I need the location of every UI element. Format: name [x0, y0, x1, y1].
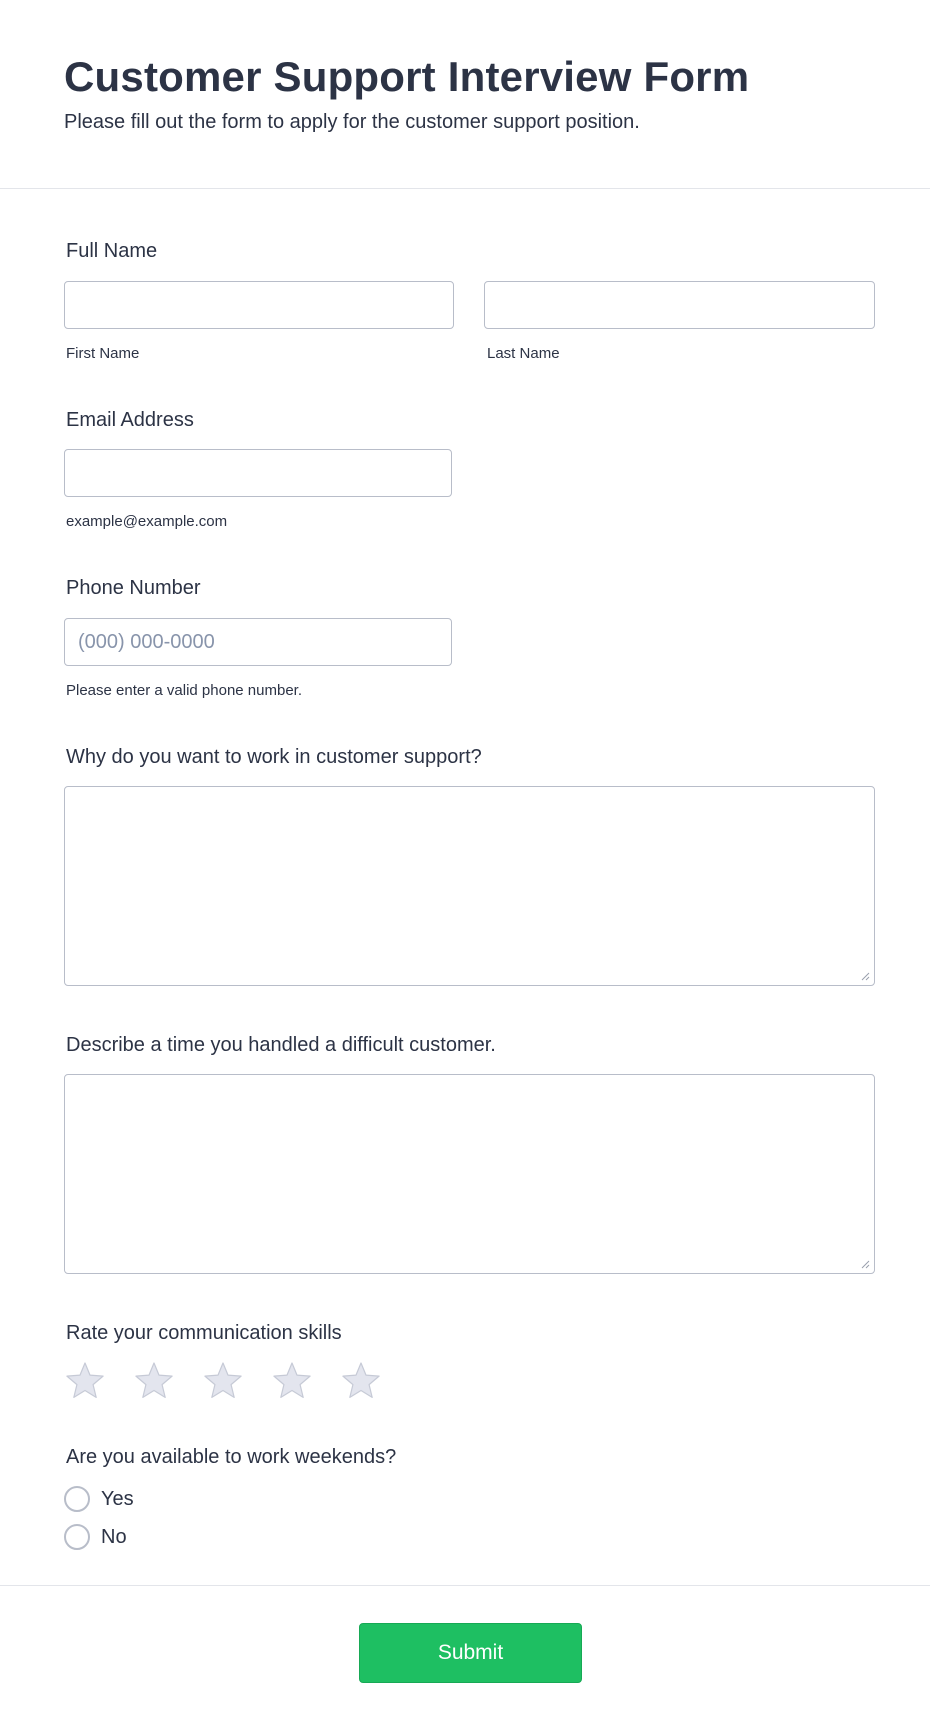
email-label: Email Address [66, 409, 194, 431]
star-icon[interactable] [133, 1360, 175, 1402]
email-sublabel: example@example.com [66, 513, 228, 530]
weekends-yes-label[interactable]: Yes [101, 1488, 134, 1510]
star-icon[interactable] [202, 1360, 244, 1402]
weekends-no-label[interactable]: No [101, 1526, 127, 1548]
star-icon[interactable] [271, 1360, 313, 1402]
last-name-sublabel: Last Name [487, 345, 560, 362]
why-support-textarea[interactable] [64, 786, 875, 986]
weekends-label: Are you available to work weekends? [66, 1446, 397, 1468]
why-support-label: Why do you want to work in customer support? [66, 746, 482, 768]
rating-label: Rate your communication skills [66, 1322, 342, 1344]
full-name-label: Full Name [66, 240, 158, 262]
phone-input[interactable] [64, 618, 452, 666]
star-icon[interactable] [340, 1360, 382, 1402]
resize-grip-icon[interactable] [860, 1259, 870, 1269]
form-header [0, 0, 930, 189]
page-subtitle: Please fill out the form to apply for the customer support position. [64, 111, 640, 133]
email-input[interactable] [64, 449, 452, 497]
weekends-no-radio[interactable] [64, 1524, 90, 1550]
weekends-yes-radio[interactable] [64, 1486, 90, 1512]
star-rating [64, 1360, 404, 1402]
phone-sublabel: Please enter a valid phone number. [66, 682, 302, 699]
last-name-input[interactable] [484, 281, 875, 329]
page-title: Customer Support Interview Form [64, 53, 750, 100]
resize-grip-icon[interactable] [860, 971, 870, 981]
first-name-input[interactable] [64, 281, 454, 329]
difficult-customer-label: Describe a time you handled a difficult customer. [66, 1034, 496, 1056]
footer-divider [0, 1585, 930, 1586]
submit-button[interactable]: Submit [359, 1623, 582, 1683]
first-name-sublabel: First Name [66, 345, 140, 362]
phone-label: Phone Number [66, 577, 201, 599]
star-icon[interactable] [64, 1360, 106, 1402]
difficult-customer-textarea[interactable] [64, 1074, 875, 1274]
